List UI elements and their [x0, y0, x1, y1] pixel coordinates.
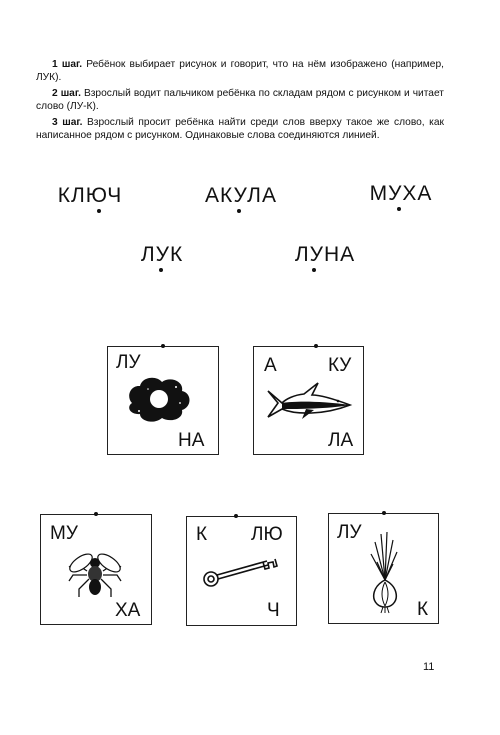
word-luk-dot[interactable]	[159, 268, 163, 272]
syllable: КУ	[328, 355, 352, 376]
instructions	[36, 58, 444, 145]
card-akula-dot[interactable]	[314, 344, 318, 348]
step-1: 1 шаг. Ребёнок выбирает рисунок и говорит, что на нём изображено (например, ЛУК).	[36, 59, 444, 83]
word-luna-dot[interactable]	[312, 268, 316, 272]
syllable: К	[196, 524, 208, 545]
card-mukha	[40, 514, 152, 625]
page-number: 11	[423, 661, 435, 673]
syllable: ЛУ	[116, 352, 141, 373]
syllable: НА	[178, 430, 205, 451]
card-luk	[328, 513, 439, 624]
step-2: 2 шаг. Взрослый водит пальчиком ребёнка по складам рядом с рисунком и читает слово (ЛУ-К).	[36, 88, 444, 112]
card-luna	[107, 346, 219, 455]
shark-icon	[264, 379, 356, 423]
syllable: К	[417, 599, 429, 620]
word-mukha-dot[interactable]	[397, 207, 401, 211]
syllable: ЛУ	[337, 522, 362, 543]
word-klyuch[interactable]: КЛЮЧ	[57, 184, 123, 207]
card-luna-dot[interactable]	[161, 344, 165, 348]
syllable: А	[264, 355, 277, 376]
syllable: Ч	[267, 600, 280, 621]
word-akula[interactable]: АКУЛА	[205, 184, 277, 207]
card-klyuch-dot[interactable]	[234, 514, 238, 518]
syllable: ХА	[115, 600, 141, 621]
card-luk-dot[interactable]	[382, 511, 386, 515]
fly-icon	[65, 545, 125, 605]
word-luna[interactable]: ЛУНА	[294, 243, 356, 266]
word-luk[interactable]: ЛУК	[140, 243, 184, 266]
card-akula	[253, 346, 364, 455]
word-klyuch-dot[interactable]	[97, 209, 101, 213]
moon-cloud-icon	[124, 373, 194, 425]
step-3: 3 шаг. Взрослый просит ребёнка найти среди слов вверху такое же слово, как написанное рядом с рисунком. Одинаковые слова соединяются линией.	[36, 117, 444, 141]
syllable: МУ	[50, 523, 78, 544]
card-klyuch	[186, 516, 297, 626]
onion-icon	[365, 528, 405, 614]
syllable: ЛЮ	[251, 524, 283, 545]
word-mukha[interactable]: МУХА	[369, 182, 433, 205]
key-icon	[201, 555, 281, 591]
syllable: ЛА	[328, 430, 354, 451]
card-mukha-dot[interactable]	[94, 512, 98, 516]
word-akula-dot[interactable]	[237, 209, 241, 213]
